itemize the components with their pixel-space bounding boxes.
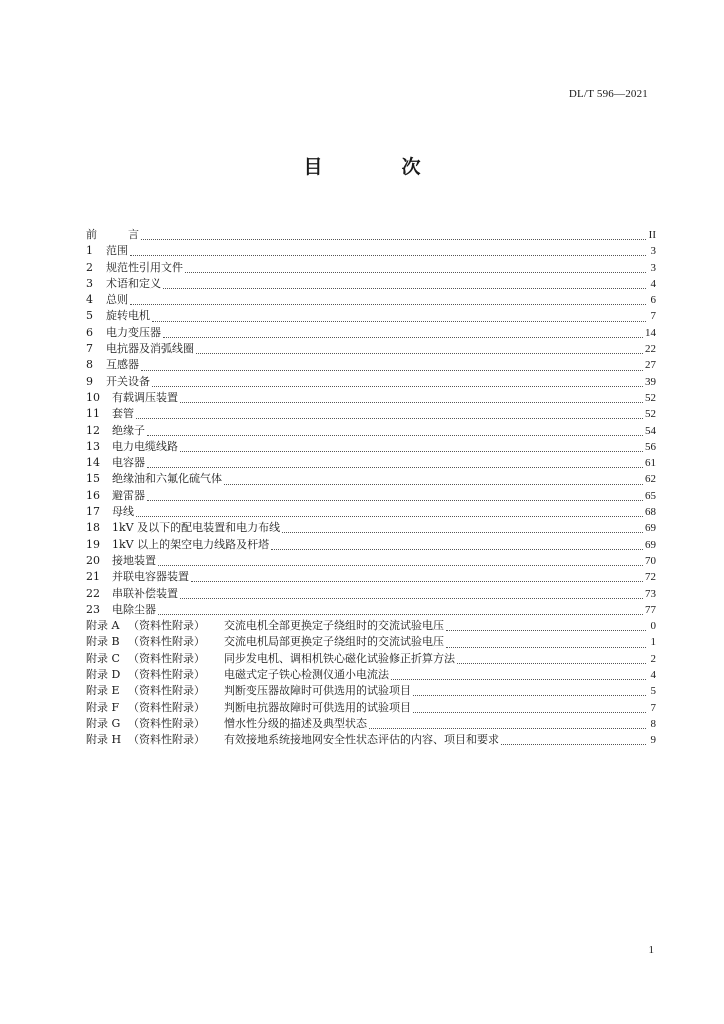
- toc-entry-number: 9: [86, 374, 93, 388]
- appendix-title: 交流电机局部更换定子绕组时的交流试验电压: [224, 635, 444, 649]
- appendix-number: 附录 D: [86, 668, 121, 682]
- toc-entry-number: 7: [86, 342, 93, 356]
- toc-entry-title: 规范性引用文件: [106, 260, 183, 274]
- dot-leader: [369, 727, 646, 729]
- dot-leader: [180, 597, 643, 599]
- toc-entry-title: 开关设备: [106, 374, 150, 388]
- appendix-number: 附录 H: [86, 733, 122, 747]
- toc-entry-page: 6: [650, 294, 656, 307]
- dot-leader: [136, 417, 643, 419]
- dot-leader: [224, 483, 643, 485]
- toc-entry[interactable]: [86, 260, 656, 276]
- toc-entry-title: 绝缘子: [112, 423, 145, 437]
- appendix-title: 同步发电机、调相机铁心磁化试验修正折算方法: [224, 651, 455, 665]
- toc-entry-number: 15: [86, 472, 100, 486]
- appendix-title: 判断电抗器故障时可供选用的试验项目: [224, 700, 411, 714]
- toc-entry-title: 母线: [112, 505, 134, 519]
- appendix-type: （资料性附录）: [128, 619, 205, 633]
- toc-entry-title: 电力电缆线路: [112, 439, 178, 453]
- appendix-type: （资料性附录）: [128, 716, 205, 730]
- appendix-number: 附录 A: [86, 619, 120, 633]
- toc-appendix-entry[interactable]: [86, 683, 656, 699]
- appendix-type: （资料性附录）: [128, 733, 205, 747]
- toc-entry-number: 14: [86, 456, 100, 470]
- toc-entry-title: 电容器: [112, 456, 145, 470]
- toc-entry-page: 52: [645, 408, 656, 421]
- toc-entry-title: 旋转电机: [106, 309, 150, 323]
- toc-entry[interactable]: [86, 325, 656, 341]
- toc-entry-page: 54: [645, 424, 656, 437]
- dot-leader: [130, 303, 646, 305]
- dot-leader: [163, 336, 643, 338]
- toc-entry-page: 27: [645, 359, 656, 372]
- toc-entry-number: 4: [86, 293, 93, 307]
- toc-entry-title: 套管: [112, 407, 134, 421]
- toc-entry-number: 5: [86, 309, 93, 323]
- toc-entry-number: 8: [86, 358, 93, 372]
- toc-entry-number: 23: [86, 602, 100, 616]
- toc-entry-number: 19: [86, 537, 100, 551]
- toc-entry-page: 4: [650, 277, 656, 290]
- toc-entry[interactable]: [86, 537, 656, 553]
- toc-entry-number: 前: [86, 228, 97, 241]
- toc-entry-page: 3: [650, 245, 656, 258]
- dot-leader: [141, 238, 646, 240]
- toc-appendix-entry[interactable]: [86, 618, 656, 634]
- toc-entry-number: 22: [86, 586, 100, 600]
- toc-entry-title: 接地装置: [112, 553, 156, 567]
- toc-entry-title: 绝缘油和六氟化硫气体: [112, 472, 222, 486]
- toc-entry-title: 避雷器: [112, 488, 145, 502]
- dot-leader: [185, 271, 646, 273]
- toc-entry-number: 12: [86, 423, 100, 437]
- toc-entry[interactable]: [86, 488, 656, 504]
- toc-entry[interactable]: [86, 374, 656, 390]
- toc-entry-title: 言: [128, 228, 139, 241]
- dot-leader: [191, 580, 643, 582]
- toc-entry[interactable]: [86, 569, 656, 585]
- toc-entry[interactable]: [86, 504, 656, 520]
- toc-entry-number: 20: [86, 553, 100, 567]
- appendix-title: 电磁式定子铁心检测仪通小电流法: [224, 668, 389, 682]
- dot-leader: [158, 564, 643, 566]
- appendix-number: 附录 F: [86, 700, 120, 714]
- toc-entry-number: 21: [86, 570, 100, 584]
- dot-leader: [141, 369, 643, 371]
- toc-entry[interactable]: [86, 406, 656, 422]
- appendix-number: 附录 G: [86, 716, 121, 730]
- dot-leader: [282, 531, 643, 533]
- toc-entry[interactable]: [86, 308, 656, 324]
- dot-leader: [158, 613, 643, 615]
- toc-entry[interactable]: [86, 455, 656, 471]
- appendix-page: 7: [650, 701, 656, 714]
- toc-entry[interactable]: [86, 553, 656, 569]
- toc-entry[interactable]: [86, 471, 656, 487]
- toc-entry[interactable]: [86, 423, 656, 439]
- toc-appendix-entry[interactable]: [86, 634, 656, 650]
- page-number: 1: [648, 944, 654, 956]
- dot-leader: [413, 694, 646, 696]
- dot-leader: [152, 320, 646, 322]
- toc-entry-page: 65: [645, 489, 656, 502]
- dot-leader: [180, 401, 643, 403]
- toc-entry[interactable]: [86, 602, 656, 618]
- appendix-type: （资料性附录）: [128, 700, 205, 714]
- dot-leader: [446, 629, 646, 631]
- toc-entry[interactable]: [86, 439, 656, 455]
- toc-entry-page: 69: [645, 522, 656, 535]
- toc-entry-title: 互感器: [106, 358, 139, 372]
- toc-entry[interactable]: [86, 341, 656, 357]
- toc-entry-page: 22: [645, 343, 656, 356]
- appendix-type: （资料性附录）: [128, 684, 205, 698]
- toc-entry-number: 16: [86, 488, 100, 502]
- appendix-title: 判断变压器故障时可供选用的试验项目: [224, 684, 411, 698]
- toc-entry-number: 6: [86, 325, 93, 339]
- toc-entry-title: 并联电容器装置: [112, 570, 189, 584]
- toc-entry-title: 1kV 及以下的配电装置和电力布线: [112, 521, 281, 535]
- appendix-number: 附录 E: [86, 684, 120, 698]
- toc-entry-page: 69: [645, 538, 656, 551]
- appendix-page: 4: [650, 669, 656, 682]
- toc-entry-page: 3: [650, 261, 656, 274]
- toc-entry[interactable]: [86, 357, 656, 373]
- toc-entry-title: 范围: [106, 244, 128, 258]
- appendix-title: 憎水性分级的描述及典型状态: [224, 716, 367, 730]
- toc-entry[interactable]: [86, 243, 656, 259]
- dot-leader: [501, 743, 646, 745]
- dot-leader: [147, 499, 643, 501]
- appendix-page: 0: [650, 620, 656, 633]
- dot-leader: [147, 434, 643, 436]
- toc-entry-page: 70: [645, 554, 656, 567]
- appendix-page: 8: [650, 717, 656, 730]
- toc-appendix-entry[interactable]: [86, 700, 656, 716]
- toc-entry[interactable]: [86, 520, 656, 536]
- toc-entry-page: 39: [645, 375, 656, 388]
- toc-entry[interactable]: [86, 292, 656, 308]
- appendix-title: 交流电机全部更换定子绕组时的交流试验电压: [224, 619, 444, 633]
- toc-entry-page: 68: [645, 506, 656, 519]
- document-code: DL/T 596—2021: [568, 88, 648, 100]
- toc-entry[interactable]: [86, 390, 656, 406]
- dot-leader: [147, 466, 643, 468]
- dot-leader: [413, 711, 646, 713]
- appendix-page: 9: [650, 734, 656, 747]
- dot-leader: [196, 352, 643, 354]
- toc-entry-page: 62: [645, 473, 656, 486]
- toc-entry-page: 73: [645, 587, 656, 600]
- appendix-type: （资料性附录）: [128, 635, 205, 649]
- toc-entry-number: 11: [86, 407, 100, 421]
- appendix-page: 5: [650, 685, 656, 698]
- dot-leader: [136, 515, 643, 517]
- toc-entry-title: 术语和定义: [106, 276, 161, 290]
- toc-appendix-entry[interactable]: [86, 667, 656, 683]
- dot-leader: [391, 678, 646, 680]
- appendix-number: 附录 B: [86, 635, 120, 649]
- toc-entry-title: 电抗器及消弧线圈: [106, 342, 194, 356]
- toc-entry-number: 18: [86, 521, 100, 535]
- toc-entry-number: 10: [86, 390, 100, 404]
- dot-leader: [446, 646, 646, 648]
- appendix-title: 有效接地系统接地网安全性状态评估的内容、项目和要求: [224, 733, 499, 747]
- toc-entry-title: 串联补偿装置: [112, 586, 178, 600]
- toc-entry-number: 2: [86, 260, 93, 274]
- page-title: 目 次: [303, 156, 451, 178]
- dot-leader: [152, 385, 643, 387]
- toc-entry-title: 电除尘器: [112, 602, 156, 616]
- appendix-page: 1: [650, 636, 656, 649]
- appendix-number: 附录 C: [86, 651, 120, 665]
- toc-entry-page: 56: [645, 440, 656, 453]
- table-of-contents: [86, 227, 656, 749]
- dot-leader: [163, 287, 646, 289]
- appendix-type: （资料性附录）: [128, 651, 205, 665]
- toc-entry[interactable]: [86, 227, 656, 243]
- toc-entry-number: 17: [86, 505, 100, 519]
- toc-entry[interactable]: [86, 586, 656, 602]
- toc-entry-page: 61: [645, 457, 656, 470]
- toc-entry-title: 1kV 以上的架空电力线路及杆塔: [112, 537, 270, 551]
- appendix-page: 2: [650, 652, 656, 665]
- toc-entry-page: 77: [645, 603, 656, 616]
- dot-leader: [180, 450, 643, 452]
- toc-entry-page: II: [648, 229, 656, 241]
- toc-entry-number: 13: [86, 439, 100, 453]
- toc-entry-page: 72: [645, 571, 656, 584]
- toc-entry-title: 总则: [106, 293, 128, 307]
- toc-entry-number: 1: [86, 244, 93, 258]
- toc-appendix-entry[interactable]: [86, 732, 656, 748]
- toc-entry-number: 3: [86, 276, 93, 290]
- toc-entry-page: 52: [645, 391, 656, 404]
- toc-appendix-entry[interactable]: [86, 716, 656, 732]
- toc-entry-page: 14: [645, 326, 656, 339]
- dot-leader: [130, 254, 646, 256]
- dot-leader: [457, 662, 646, 664]
- toc-entry-title: 电力变压器: [106, 325, 161, 339]
- appendix-type: （资料性附录）: [128, 668, 205, 682]
- toc-entry-title: 有载调压装置: [112, 390, 178, 404]
- toc-appendix-entry[interactable]: [86, 651, 656, 667]
- toc-entry-page: 7: [650, 310, 656, 323]
- toc-entry[interactable]: [86, 276, 656, 292]
- dot-leader: [271, 548, 643, 550]
